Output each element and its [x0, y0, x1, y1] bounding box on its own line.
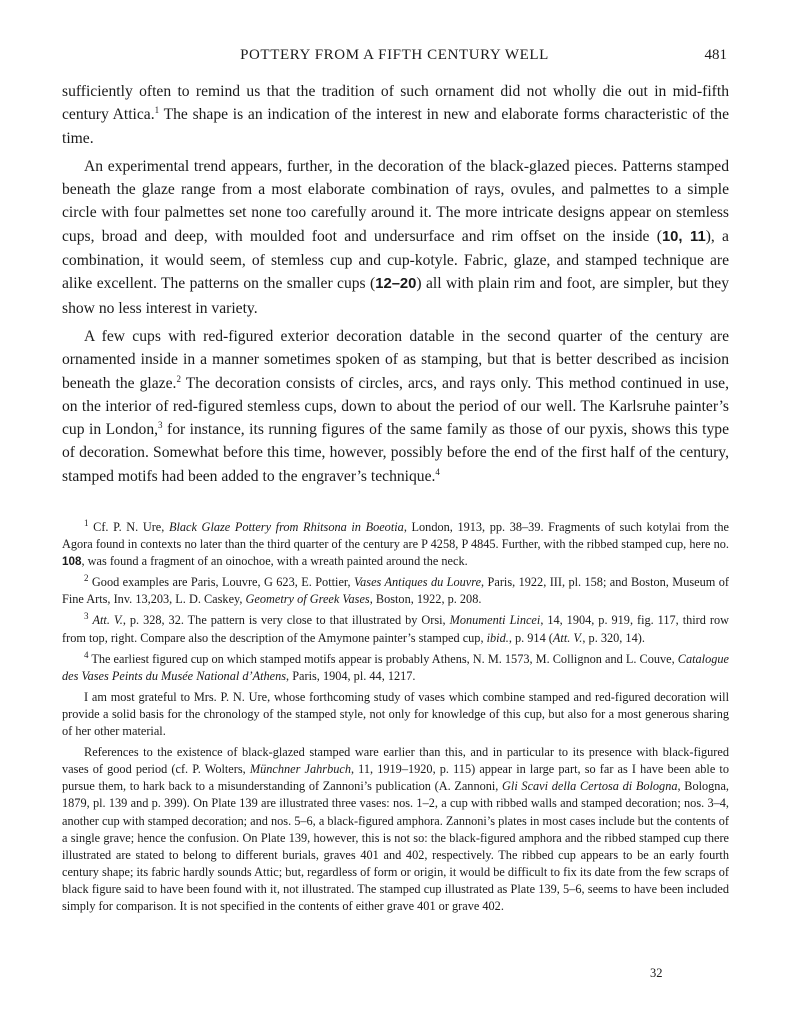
- footnote-ref-4: 4: [435, 466, 440, 477]
- text-run: , p. 914 (: [508, 630, 553, 645]
- main-text: [62, 80, 729, 493]
- text-run: References to the existence of black-glazed stamped ware earlier than this, and in particular to its presence with black-figured vases of good period (cf. P. Wolters,: [62, 745, 729, 777]
- footnote-ref-3: 3: [158, 419, 163, 430]
- catalogue-ref: 10, 11: [661, 228, 706, 245]
- text-run: The decoration consists of circles, arcs, and rays only. This method continued in use, on the interior of red-figured stemless cups, down to about the period of our well. The Karlsruhe painter’s cup in London,: [62, 374, 729, 439]
- footnote-ref-1: 1: [154, 105, 160, 116]
- footnote-3: [62, 612, 729, 646]
- paragraph-3: [62, 325, 729, 488]
- footnote-number: 1: [84, 517, 89, 528]
- book-title: Gli Scavi della Certosa di Bologna: [502, 779, 678, 794]
- paragraph-2: [62, 155, 729, 320]
- footnote-number: 2: [84, 573, 89, 584]
- text-run: for instance, its running figures of the same family as those of our pyxis, shows this type of decoration. Somewhat before this time, however, possibly before the end of the first half of the century, stamped motifs had been added to the engraver’s technique.: [62, 421, 729, 485]
- book-title: Monumenti Lincei: [449, 613, 541, 628]
- abbrev-title: Att. V.: [92, 613, 123, 628]
- book-title: Münchner Jahrbuch: [249, 762, 351, 777]
- text-run: , 11, 1919–1920, p. 115) appear in large part, so far as I have been able to pursue them, to hark back to a misunderstanding of Zannoni’s publication (A. Zannoni,: [62, 762, 729, 794]
- catalogue-ref: 108: [62, 555, 82, 569]
- footnotes: [62, 519, 729, 919]
- text-run: The earliest figured cup on which stamped motifs appear is probably Athens, N. M. 1573, M. Collignon and L. Couve,: [88, 651, 678, 666]
- footnote-number: 3: [84, 611, 89, 622]
- book-title: Black Glaze Pottery from Rhitsona in Boeotia: [168, 520, 404, 534]
- footnote-4-references: [62, 744, 729, 915]
- text-run: , Boston, 1922, p. 208.: [369, 592, 482, 607]
- text-run: ), a combination, it would seem, of stemless cup and cup-kotyle. Fabric, glaze, and stamped technique are alike excellent. The patterns on the smaller cups (: [62, 227, 729, 293]
- footnote-2: [62, 574, 729, 608]
- text-run: , 14, 1904, p. 919, fig. 117, third row from top, right. Compare also the description of the Amymone painter’s stamped cup,: [62, 613, 730, 645]
- text-run: sufficiently often to remind us that the tradition of such ornament did not wholly die out in mid-fifth century Attica.: [62, 83, 729, 124]
- footnote-4: [62, 651, 729, 685]
- catalogue-ref: 12–20: [375, 276, 417, 293]
- abbrev-title: Att. V.: [552, 630, 583, 645]
- book-title: Catalogue des Vases Peints du Musée National d’Athens: [62, 651, 729, 683]
- page-number: 481: [704, 47, 727, 63]
- footnote-number: 4: [84, 649, 89, 660]
- text-run: , Bologna, 1879, pl. 139 and p. 399). On Plate 139 are illustrated three vases: nos. 1–2, a cup with ribbed walls and stamped decoration; nos. 3–4, another cup with stamped decoration; and nos. 5–6, a black-figured amphora. Zannoni’s plates in most cases include but the contents of a single grave; hence the confusion. On Plate 139, however, this is not so: the black-figured amphora and the ribbed stamped cup there illustrated are stated to belong to different burials, graves 401 and 402, respectively. The ribbed cup appears to be an early fourth century shape; its fabric hardly sounds Attic; but, regardless of form or origin, it would be difficult to fix its date from the few scraps of black figure said to have been found with it, not illustrated. The stamped cup illustrated as Plate 139, 5–6, seems to have been included simply for comparison. It is not specified in the contents of either grave 401 or grave 402.: [62, 779, 729, 913]
- text-run: , Paris, 1922, III, pl. 158; and Boston, Museum of Fine Arts, Inv. 13,203, L. D. Caskey,: [62, 575, 729, 607]
- footnote-1: [62, 519, 729, 570]
- text-run: , p. 328, 32. The pattern is very close to that illustrated by Orsi,: [122, 613, 450, 628]
- footnote-4-continued: I am most grateful to Mrs. P. N. Ure, whose forthcoming study of vases which combine stamped and red-figured decoration will provide a solid basis for the chronology of the stamped style, not only for knowledge of this cup, but also for a most generous sharing of her other material.: [62, 689, 729, 739]
- text-run: Cf. P. N. Ure,: [88, 520, 169, 534]
- signature-mark: 32: [650, 966, 663, 980]
- abbrev-title: ibid.: [486, 630, 509, 645]
- running-title: POTTERY FROM A FIFTH CENTURY WELL: [240, 47, 549, 63]
- text-run: ) all with plain rim and foot, are simpler, but they show no less interest in variety.: [62, 275, 730, 317]
- footnote-ref-2: 2: [176, 373, 181, 384]
- text-run: An experimental trend appears, further, in the decoration of the black-glazed pieces. Patterns stamped beneath the glaze range from a most elaborate combination of rays, ovules, and palmettes to a simple circle with four palmettes set none too carefully around it. The more intricate designs appear on stemless cups, broad and deep, with moulded foot and undersurface and rim offset on the inside (: [62, 157, 729, 245]
- text-run: A few cups with red-figured exterior decoration datable in the second quarter of the century are ornamented inside in a manner sometimes spoken of as stamping, but that is better described as incision beneath the glaze.: [62, 327, 729, 392]
- text-run: , London, 1913, pp. 38–39. Fragments of such kotylai from the Agora found in contexts no later than the third quarter of the century are P 4258, P 4845. Further, with the ribbed stamped cup, here no.: [62, 520, 729, 552]
- book-title: Vases Antiques du Louvre: [354, 575, 482, 590]
- text-run: , was found a fragment of an oinochoe, with a wreath painted around the neck.: [81, 554, 468, 569]
- paragraph-1: [62, 80, 729, 150]
- text-run: The shape is an indication of the interest in new and elaborate forms characteristic of the time.: [62, 106, 729, 147]
- text-run: , Paris, 1904, pl. 44, 1217.: [286, 668, 416, 683]
- text-run: Good examples are Paris, Louvre, G 623, E. Pottier,: [88, 575, 354, 590]
- book-title: Geometry of Greek Vases: [245, 592, 370, 607]
- text-run: , p. 320, 14).: [582, 630, 645, 645]
- page-header: [62, 47, 727, 69]
